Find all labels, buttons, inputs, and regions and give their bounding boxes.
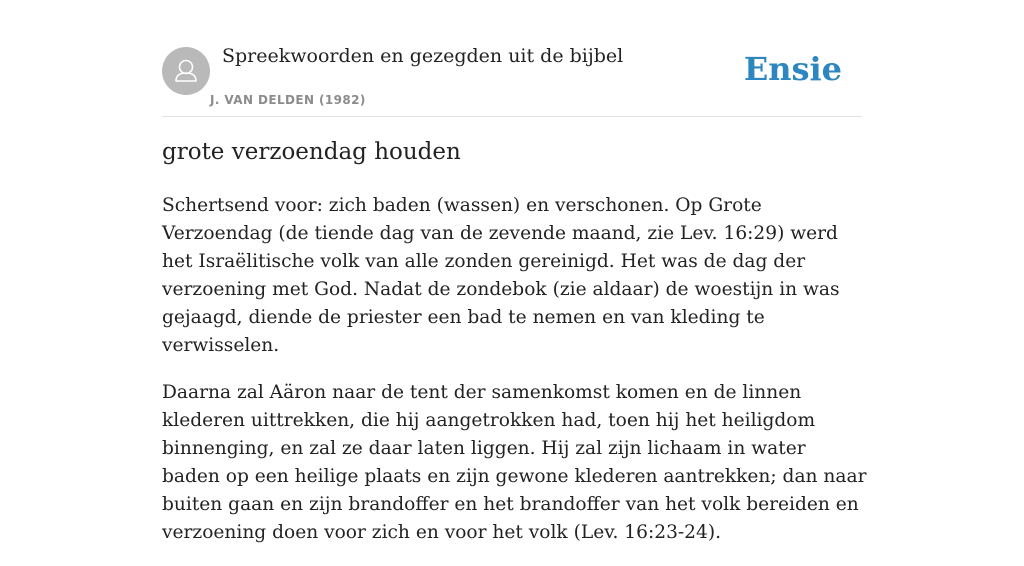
author-name[interactable]: J. VAN DELDEN (1982)	[210, 93, 366, 107]
entry-body	[162, 192, 868, 566]
header	[162, 40, 862, 117]
brand-logo[interactable]: Ensie	[743, 50, 842, 88]
person-icon	[162, 47, 210, 95]
author-avatar[interactable]	[162, 47, 210, 95]
entry-title: grote verzoendag houden	[162, 139, 461, 165]
book-title[interactable]: Spreekwoorden en gezegden uit de bijbel	[222, 45, 624, 67]
entry-paragraph: Schertsend voor: zich baden (wassen) en verschonen. Op Grote Verzoendag (de tiende dag van de zevende maand, zie Lev. 16:29) werd het Israëlitische volk van alle zonden gereinigd. Het was de dag der verzoening met God. Nadat de zondebok (zie aldaar) de woestijn in was gejaagd, diende de priester een bad te nemen en van kleding te verwisselen.	[162, 195, 840, 356]
entry-paragraph: Daarna zal Aäron naar de tent der samenkomst komen en de linnen klederen uittrekken, die hij aangetrokken had, toen hij het heiligdom binnenging, en zal ze daar laten liggen. Hij zal zijn lichaam in water baden op een heilige plaats en zijn gewone klederen aantrekken; dan naar buiten gaan en zijn brandoffer en het brandoffer van het volk bereiden en verzoening doen voor zich en voor het volk (Lev. 16:23-24).	[162, 382, 867, 543]
